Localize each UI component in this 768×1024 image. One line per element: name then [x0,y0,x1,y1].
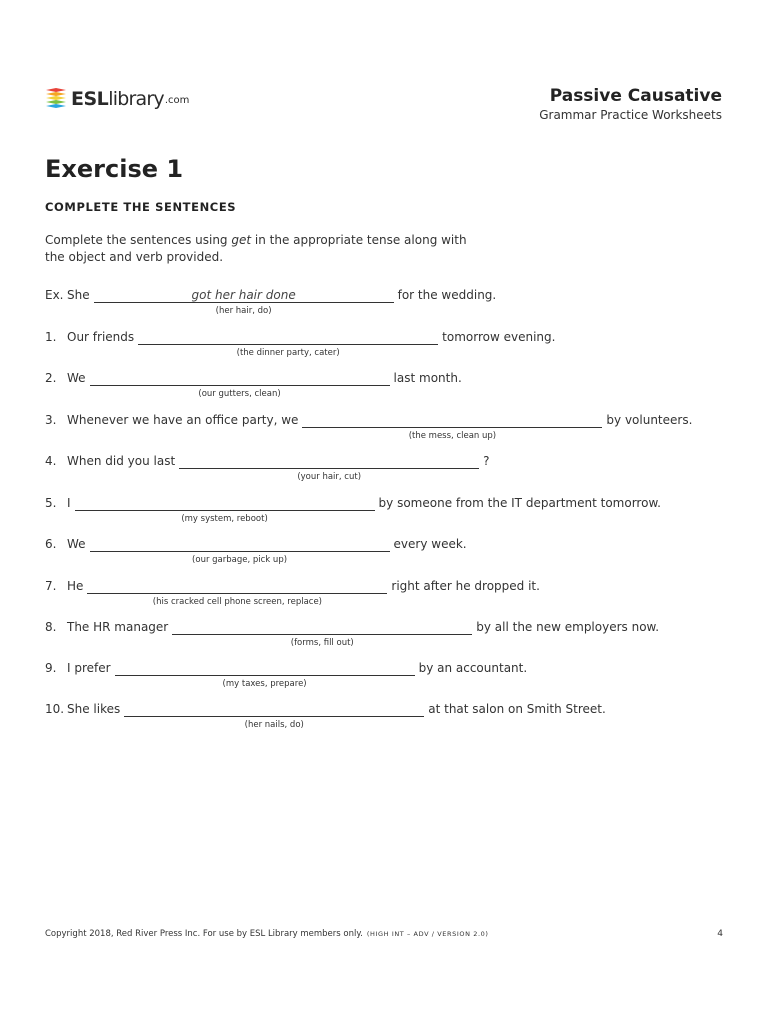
footer-copyright [45,929,489,939]
sentence-start: She likes [67,702,121,716]
sentence-start: When did you last [67,454,176,468]
prompt-hint: (his cracked cell phone screen, replace) [152,597,322,607]
sentence-start: We [67,537,86,551]
item-number: 9. [45,661,57,675]
logo-library-text: library [108,88,164,110]
page-number: 4 [717,929,723,939]
exercise-item [45,702,725,738]
prompt-hint: (her hair, do) [215,306,272,316]
sentence-end: tomorrow evening. [442,330,556,344]
esl-library-logo [44,84,189,110]
sentence-end: for the wedding. [397,288,497,302]
item-number: 4. [45,454,57,468]
prompt-hint: (your hair, cut) [297,472,362,482]
item-number: 7. [45,579,57,593]
prompt-hint: (the dinner party, cater) [236,348,340,358]
sentence-start: I [67,496,71,510]
prompt-hint: (my system, reboot) [181,514,268,524]
sentence-end: at that salon on Smith Street. [428,702,606,716]
stacked-books-icon [44,86,68,110]
exercise-item [45,454,725,490]
sentence-end: by an accountant. [418,661,528,675]
sample-answer: got her hair done [191,288,296,302]
exercise-item [45,537,725,573]
answer-blank[interactable] [94,288,394,316]
item-number: 5. [45,496,57,510]
item-number: 8. [45,620,57,634]
answer-blank[interactable] [87,579,387,607]
prompt-hint: (the mess, clean up) [408,431,497,441]
instructions-before: Complete the sentences using [45,233,232,247]
sentence-start: She [67,288,90,302]
item-number: 3. [45,413,57,427]
exercise-heading: Exercise 1 [45,155,184,183]
sentence-end: right after he dropped it. [391,579,540,593]
exercise-item [45,579,725,615]
sentence-start: Our friends [67,330,135,344]
example-item [45,288,725,324]
sentence-start: We [67,371,86,385]
answer-blank[interactable] [302,413,602,441]
instructions [45,232,475,266]
sentence-end: by someone from the IT department tomorrow. [378,496,661,510]
logo-com-text: .com [164,95,190,106]
item-number: 2. [45,371,57,385]
answer-blank[interactable] [138,330,438,358]
item-number: 10. [45,702,65,716]
answer-blank[interactable] [179,454,479,482]
answer-blank[interactable] [115,661,415,689]
sentence-start: The HR manager [67,620,169,634]
answer-blank[interactable] [90,371,390,399]
sentence-end: by all the new employers now. [476,620,660,634]
answer-blank[interactable] [172,620,472,648]
sentence-end: every week. [393,537,467,551]
exercise-item [45,661,725,697]
instructions-emphasis: get [231,233,252,247]
exercise-item [45,620,725,656]
copyright-text: Copyright 2018, Red River Press Inc. For use by ESL Library members only. [45,929,363,939]
prompt-hint: (my taxes, prepare) [222,679,307,689]
item-number: 1. [45,330,57,344]
exercise-item [45,330,725,366]
prompt-hint: (forms, fill out) [290,638,354,648]
answer-blank[interactable] [90,537,390,565]
sentence-end: last month. [393,371,462,385]
answer-blank[interactable] [124,702,424,730]
level-version-text: (HIGH INT – ADV / VERSION 2.0) [366,930,489,938]
exercise-item [45,496,725,532]
sentence-end: ? [483,454,490,468]
sentence-start: He [67,579,84,593]
section-heading: COMPLETE THE SENTENCES [45,200,237,214]
example-label: Ex. [45,288,64,302]
document-title: Passive Causative [549,86,722,106]
prompt-hint: (our gutters, clean) [198,389,281,399]
instructions-after: in the appropriate tense along with the object and verb provided. [45,233,467,264]
sentence-start: I prefer [67,661,111,675]
item-number: 6. [45,537,57,551]
answer-blank[interactable] [75,496,375,524]
prompt-hint: (our garbage, pick up) [192,555,288,565]
prompt-hint: (her nails, do) [244,720,304,730]
document-subtitle: Grammar Practice Worksheets [539,108,722,122]
exercise-item [45,371,725,407]
sentence-start: Whenever we have an office party, we [67,413,299,427]
logo-esl-text: ESL [71,88,109,110]
sentence-end: by volunteers. [606,413,693,427]
exercise-item [45,413,725,449]
